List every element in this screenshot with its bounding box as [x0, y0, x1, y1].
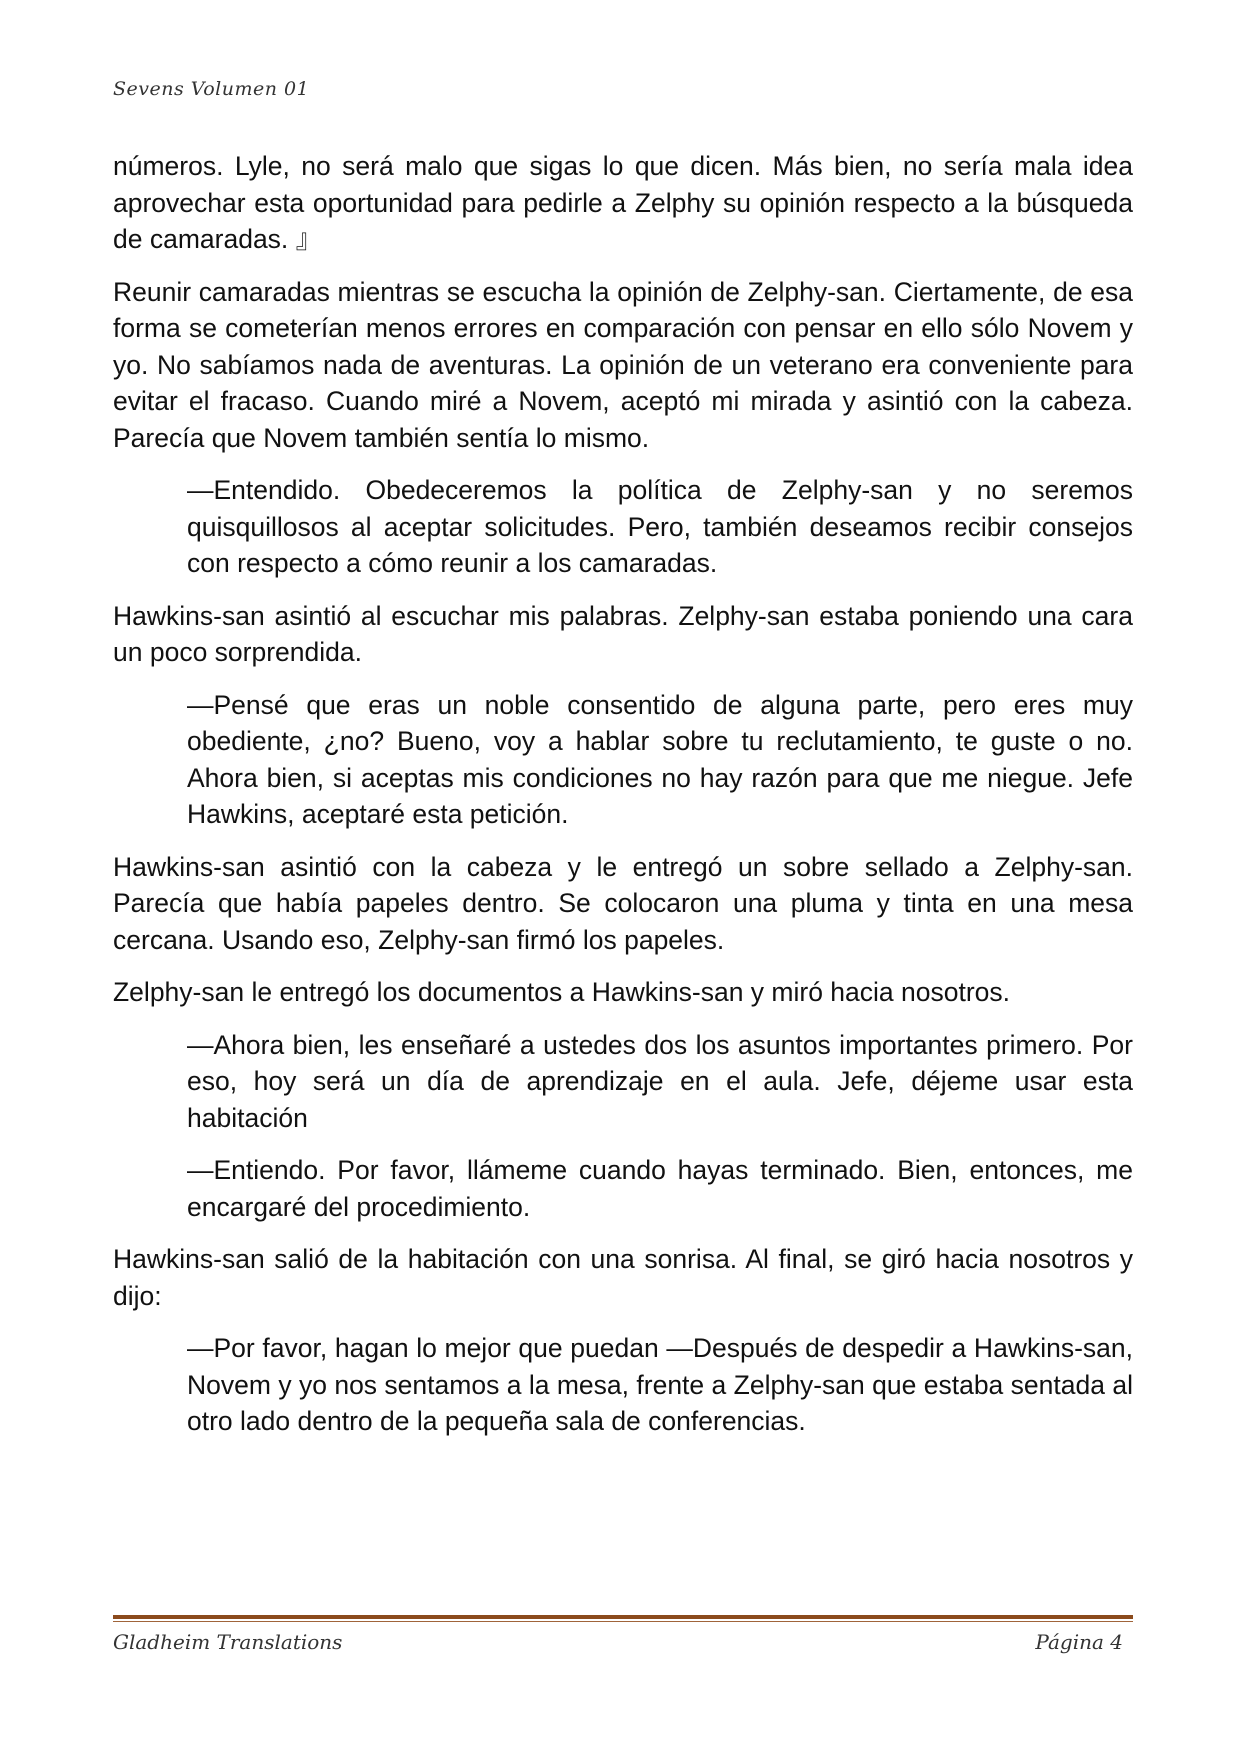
running-header: Sevens Volumen 01: [113, 78, 310, 100]
footer-rule-thin: [113, 1621, 1133, 1622]
footer-publisher: Gladheim Translations: [113, 1630, 343, 1654]
paragraph-6: Hawkins-san salió de la habitación con una sonrisa. Al final, se giró hacia nosotros y dijo:: [113, 1244, 1133, 1311]
paragraph-5: Zelphy-san le entregó los documentos a Hawkins-san y miró hacia nosotros.: [113, 977, 1011, 1007]
paragraph-4: Hawkins-san asintió con la cabeza y le entregó un sobre sellado a Zelphy-san. Parecía que había papeles dentro. Se colocaron una pluma y tinta en una mesa cercana. Usando eso, Zelphy-san firmó los papeles.: [113, 851, 1133, 955]
dialog-2: —Pensé que eras un noble consentido de alguna parte, pero eres muy obediente, ¿no? Bueno, voy a hablar sobre tu reclutamiento, te guste o no. Ahora bien, si aceptas mis condiciones no hay razón para que me niegue. Jefe Hawkins, aceptaré esta petición.: [187, 689, 1133, 829]
dialog-5: —Por favor, hagan lo mejor que puedan —Después de despedir a Hawkins-san, Novem y yo nos sentamos a la mesa, frente a Zelphy-san que estaba sentada al otro lado dentro de la pequeña sala de conferencias.: [187, 1333, 1133, 1436]
footer-rule: [113, 1615, 1133, 1623]
footer-rule-thick: [113, 1615, 1133, 1619]
dialog-3: —Ahora bien, les enseñaré a ustedes dos los asuntos importantes primero. Por eso, hoy será un día de aprendizaje en el aula. Jefe, déjeme usar esta habitación: [187, 1029, 1133, 1133]
paragraph-1: números. Lyle, no será malo que sigas lo que dicen. Más bien, no sería mala idea aprovechar esta oportunidad para pedirle a Zelphy su opinión respecto a la búsqueda de camaradas. 』: [113, 151, 1133, 254]
paragraph-3: Hawkins-san asintió al escuchar mis palabras. Zelphy-san estaba poniendo una cara un poco sorprendida.: [113, 600, 1133, 667]
page-number: Página 4: [1035, 1630, 1123, 1654]
body-text: [113, 148, 1133, 1456]
dialog-4: —Entiendo. Por favor, llámeme cuando hayas terminado. Bien, entonces, me encargaré del procedimiento.: [187, 1155, 1133, 1222]
paragraph-2: Reunir camaradas mientras se escucha la opinión de Zelphy-san. Ciertamente, de esa forma se cometerían menos errores en comparación con pensar en ello sólo Novem y yo. No sabíamos nada de aventuras. La opinión de un veterano era conveniente para evitar el fracaso. Cuando miré a Novem, aceptó mi mirada y asintió con la cabeza. Parecía que Novem también sentía lo mismo.: [113, 276, 1133, 453]
dialog-1: —Entendido. Obedeceremos la política de Zelphy-san y no seremos quisquillosos al aceptar solicitudes. Pero, también deseamos recibir consejos con respecto a cómo reunir a los camaradas.: [187, 475, 1133, 578]
